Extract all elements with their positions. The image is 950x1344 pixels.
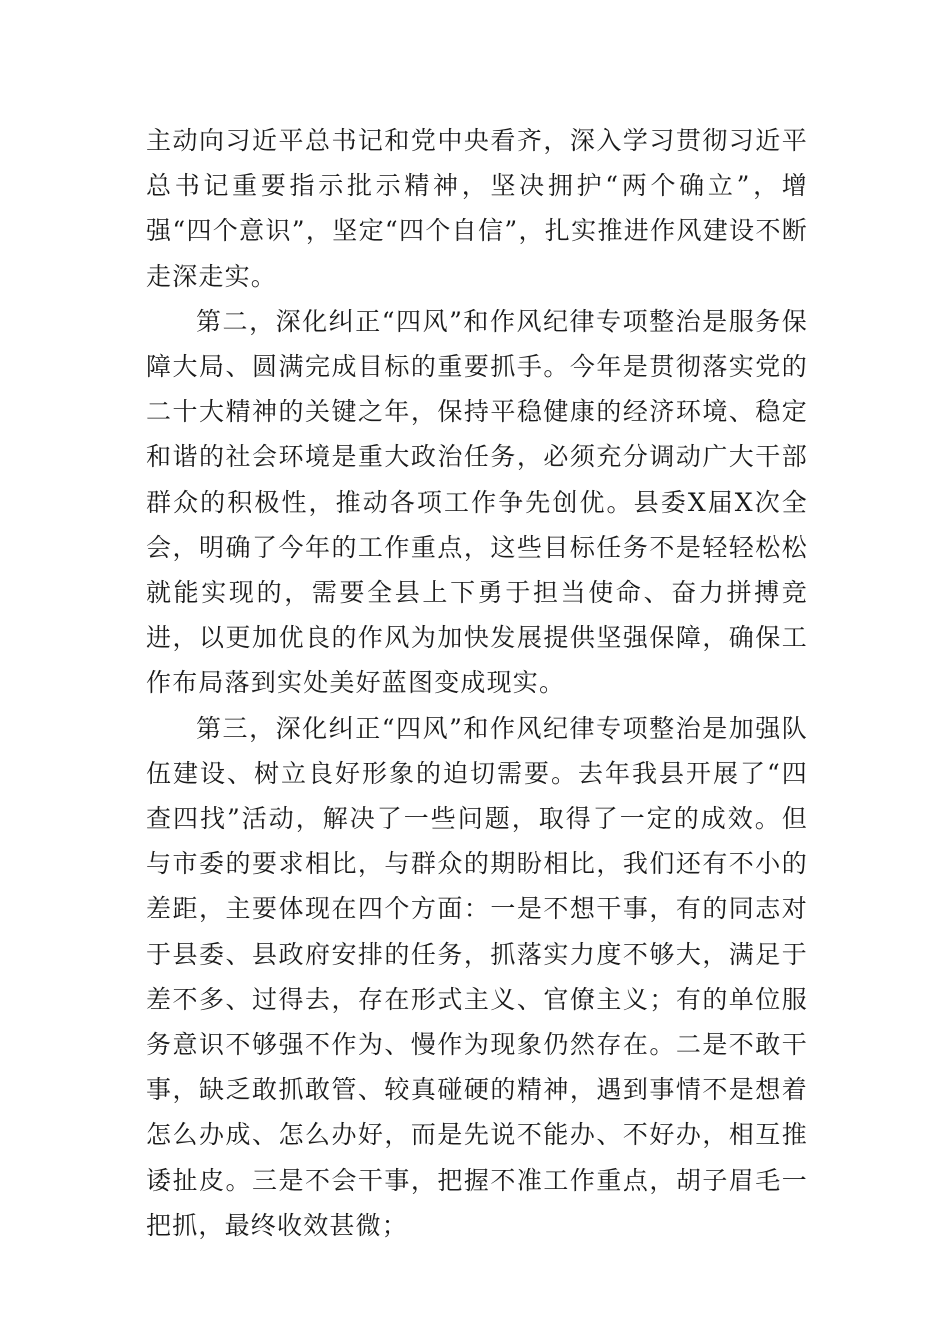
- paragraph-3: 第三，深化纠正“四风”和作风纪律专项整治是加强队伍建设、树立良好形象的迫切需要。去年我县开展了“四查四找”活动，解决了一些问题，取得了一定的成效。但与市委的要求相比，与群众的期盼相比，我们还有不小的差距，主要体现在四个方面：一是不想干事，有的同志对于县委、县政府安排的任务，抓落实力度不够大，满足于差不多、过得去，存在形式主义、官僚主义；有的单位服务意识不够强不作为、慢作为现象仍然存在。二是不敢干事，缺乏敢抓敢管、较真碰硬的精神，遇到事情不是想着怎么办成、怎么办好，而是先说不能办、不好办，相互推诿扯皮。三是不会干事，把握不准工作重点，胡子眉毛一把抓，最终收效甚微；: [146, 713, 808, 1240]
- paragraph-1: 主动向习近平总书记和党中央看齐，深入学习贯彻习近平总书记重要指示批示精神，坚决拥护“两个确立”，增强“四个意识”，坚定“四个自信”，扎实推进作风建设不断走深走实。: [146, 126, 808, 291]
- document-body: [146, 118, 808, 1248]
- paragraph-2: 第二，深化纠正“四风”和作风纪律专项整治是服务保障大局、圆满完成目标的重要抓手。今年是贯彻落实党的二十大精神的关键之年，保持平稳健康的经济环境、稳定和谐的社会环境是重大政治任务，必须充分调动广大干部群众的积极性，推动各项工作争先创优。县委X届X次全会，明确了今年的工作重点，这些目标任务不是轻轻松松就能实现的，需要全县上下勇于担当使命、奋力拼搏竞进，以更加优良的作风为加快发展提供坚强保障，确保工作布局落到实处美好蓝图变成现实。: [146, 306, 808, 698]
